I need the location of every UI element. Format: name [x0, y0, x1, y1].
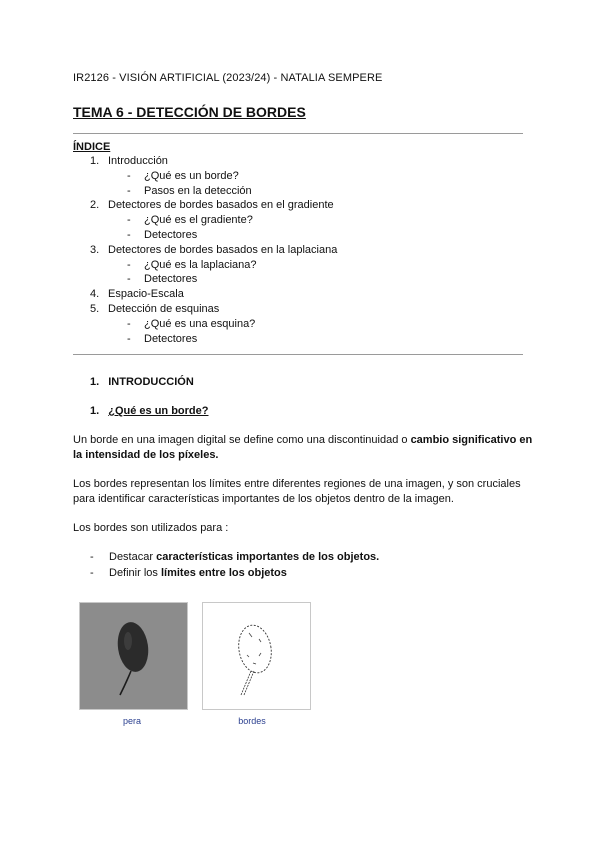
pear-icon	[80, 603, 187, 709]
index-heading: ÍNDICE	[73, 141, 111, 153]
divider-top	[73, 133, 523, 134]
document-header: IR2126 - VISIÓN ARTIFICIAL (2023/24) - NATALIA SEMPERE	[73, 72, 383, 84]
divider-bottom	[73, 354, 523, 355]
paragraph-borders: Los bordes representan los límites entre diferentes regiones de una imagen, y son cruciales para identificar características importantes de los objetos dentro de la imagen.	[73, 478, 521, 505]
paragraph-definition: Un borde en una imagen digital se define como una discontinuidad o cambio significativo en la intensidad de los píxeles.	[73, 434, 533, 461]
subsection-heading	[90, 405, 208, 417]
figure-caption: pera	[122, 716, 141, 726]
subsection-number: 1.	[90, 405, 100, 417]
page-title: TEMA 6 - DETECCIÓN DE BORDES	[73, 104, 306, 120]
figure-caption: bordes	[238, 716, 266, 726]
section-title: INTRODUCCIÓN	[108, 376, 194, 388]
section-heading	[90, 376, 194, 388]
pear-grayscale-image	[79, 602, 188, 710]
section-number: 1.	[90, 376, 100, 388]
edges-icon	[203, 603, 310, 709]
subsection-title: ¿Qué es un borde?	[108, 405, 209, 417]
pear-edges-image	[202, 602, 311, 710]
paragraph-uses: Los bordes son utilizados para :	[73, 522, 229, 534]
